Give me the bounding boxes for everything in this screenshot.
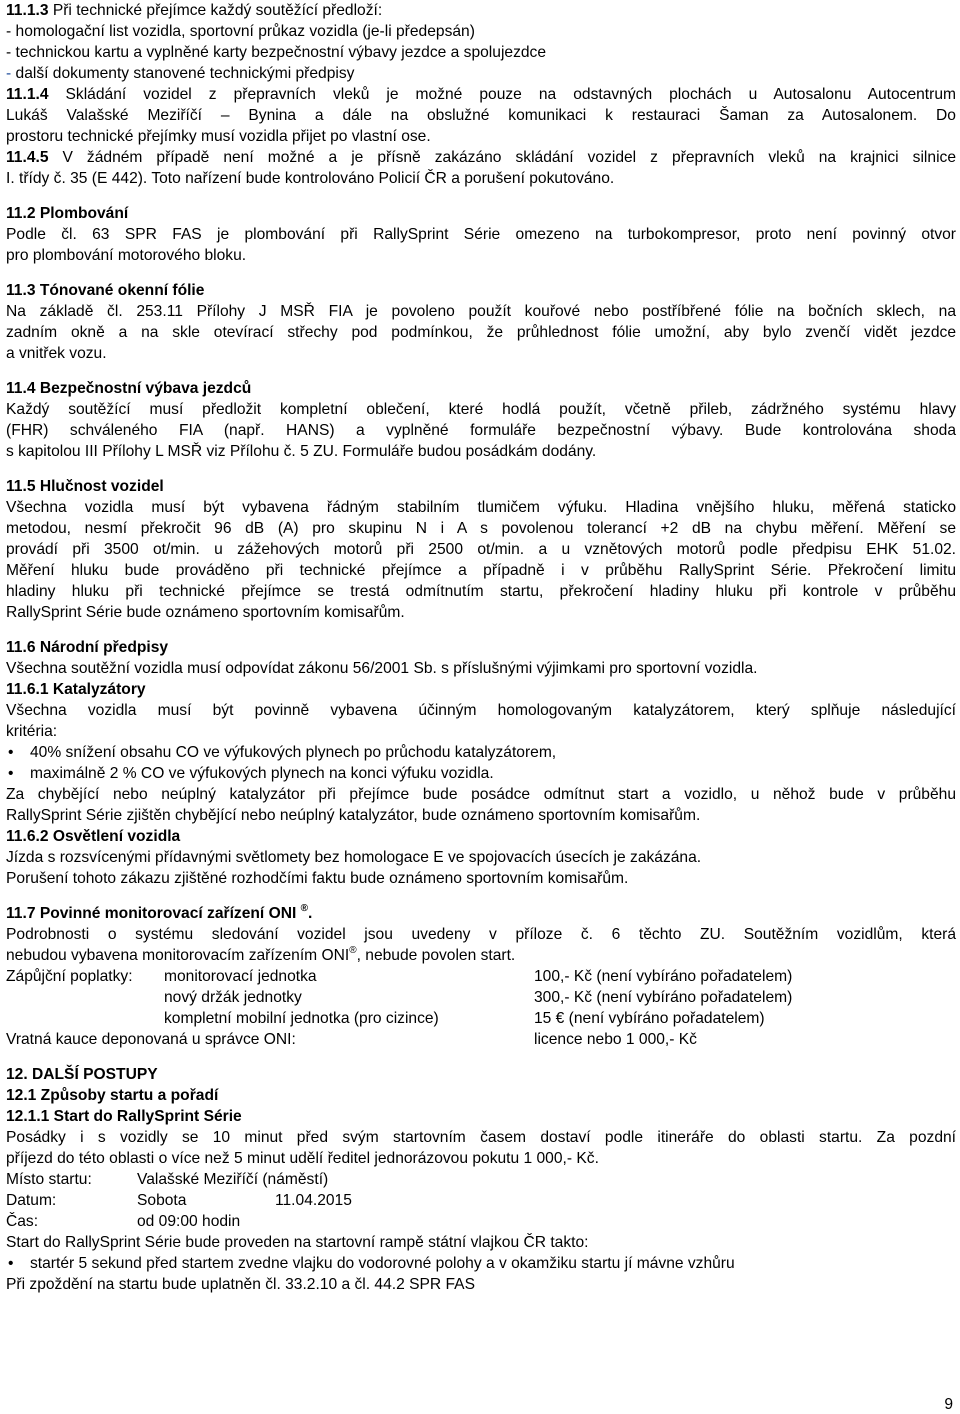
para-line (6, 105, 956, 126)
deposit-value: licence nebo 1 000,- Kč (534, 1031, 697, 1048)
clause-text: V žádném případě není možné a je přísně zakázáno skládání vozidel z přepravních vleků na krajnici silnice (48, 149, 956, 166)
para-line: Za chybějící nebo neúplný katalyzátor při přejímce bude posádce odmítnut start a vozidlo, u něhož bude v průběhu (6, 786, 956, 803)
date-day: Sobota (137, 1192, 187, 1209)
para-line (6, 945, 956, 966)
section-title (6, 903, 956, 924)
para-line: I. třídy č. 35 (E 442). Toto nařízení bude kontrolováno Policií ČR a porušení pokutováno. (6, 170, 615, 187)
para-line: provádí při 3500 ot/min. u zážehových motorů při 2500 ot/min. a u vznětových motorů podle předpisu EHK 51.02. (6, 541, 956, 558)
bullet-item (6, 742, 956, 763)
page-number: 9 (944, 1396, 953, 1413)
fee-label: Zápůjční poplatky: (6, 968, 133, 985)
section-title: 12.1.1 Start do RallySprint Série (6, 1108, 242, 1125)
start-place-row (6, 1169, 956, 1190)
para-11-4-5 (6, 147, 956, 168)
para-11-1-4 (6, 84, 956, 105)
fee-label (6, 987, 164, 1008)
para-line: (FHR) schváleného FIA (např. HANS) a vyplněné formuláře bezpečnostní výbavy. Bude kontrolována shoda (6, 422, 956, 439)
clause-number: 11.1.4 (6, 86, 49, 103)
list-item: - technickou kartu a vyplněné karty bezpečnostní výbavy jezdce a spolujezdce (6, 44, 547, 61)
para-line: zadním okně a na skle otevírací střechy pod podmínkou, že průhlednost fólie umožní, aby bylo zvenčí vidět jezdce (6, 324, 956, 341)
para-line: RallySprint Série bude oznámeno sportovním komisařům. (6, 604, 405, 621)
bullet-item (6, 1253, 956, 1274)
section-title: 11.4 Bezpečnostní výbava jezdců (6, 380, 252, 397)
clause-text: Do (936, 107, 956, 124)
fee-row (6, 1008, 956, 1029)
fee-label (6, 1008, 164, 1029)
para-line: Posádky i s vozidly se 10 minut před svým startovním časem dostaví podle itineráře do oblasti startu. Za pozdní (6, 1129, 956, 1146)
list-item (6, 63, 956, 84)
bullet-text: 40% snížení obsahu CO ve výfukových plynech po průchodu katalyzátorem, (30, 744, 557, 761)
para-11-1-3-heading (6, 0, 956, 21)
fee-item: kompletní mobilní jednotka (pro cizince) (164, 1010, 439, 1027)
section-title-text: 11.7 Povinné monitorovací zařízení ONI (6, 905, 297, 922)
para-line: Všechna vozidla musí být vybavena řádným stabilním tlumičem výfuku. Hladina vnějšího hluku, měřená staticko (6, 499, 956, 516)
fee-value: 300,- Kč (není vybíráno pořadatelem) (534, 989, 793, 1006)
date-value: 11.04.2015 (275, 1192, 352, 1209)
list-item-text: další dokumenty stanovené technickými předpisy (11, 65, 355, 82)
list-item: - homologační list vozidla, sportovní průkaz vozidla (je-li předepsán) (6, 23, 475, 40)
bullet-text: maximálně 2 % CO ve výfukových plynech na konci výfuku vozidla. (30, 765, 494, 782)
para-text: , nebude povolen start. (356, 947, 516, 964)
bullet-item (6, 763, 956, 784)
place-value: Valašské Meziříčí (náměstí) (137, 1171, 329, 1188)
fee-value: 100,- Kč (není vybíráno pořadatelem) (534, 968, 793, 985)
para-line: pro plombování motorového bloku. (6, 247, 247, 264)
bullet-icon: • (8, 765, 14, 782)
para-line: metodou, nesmí překročit 96 dB (A) pro skupinu N i A s povolenou tolerancí +2 dB na chybu měření. Měření se (6, 520, 956, 537)
fee-item: nový držák jednotky (164, 989, 302, 1006)
para-line: příjezd do této oblasti o více než 5 minut udělí ředitel jednorázovou pokutu 1 000,- Kč. (6, 1150, 599, 1167)
para-line: Porušení tohoto zákazu zjištěné rozhodčími faktu bude oznámeno sportovním komisařům. (6, 870, 629, 887)
dash-marker: - (6, 65, 12, 82)
time-label: Čas: (6, 1213, 39, 1230)
para-line: a vnitřek vozu. (6, 345, 107, 362)
para-line: Každý soutěžící musí předložit kompletní oblečení, které hodlá použít, včetně přileb, zádržného systému hlavy (6, 401, 956, 418)
para-line: Podle čl. 63 SPR FAS je plombování při RallySprint Série omezeno na turbokompresor, proto není povinný otvor (6, 226, 956, 243)
section-title: 12.1 Způsoby startu a pořadí (6, 1087, 219, 1104)
bullet-icon: • (8, 1255, 14, 1272)
section-title: 11.6 Národní předpisy (6, 639, 169, 656)
registered-mark: ® (349, 945, 357, 956)
chapter-title: 12. DALŠÍ POSTUPY (6, 1066, 158, 1083)
para-line: Při zpoždění na startu bude uplatněn čl. 33.2.10 a čl. 44.2 SPR FAS (6, 1276, 475, 1293)
deposit-label: Vratná kauce deponovaná u správce ONI: (6, 1031, 296, 1048)
document-page (6, 0, 956, 1295)
fee-row (6, 987, 956, 1008)
bullet-text: startér 5 sekund před startem zvedne vlajku do vodorovné polohy a v okamžiku startu jí mávne vzhůru (30, 1255, 735, 1272)
section-title: 11.2 Plombování (6, 205, 129, 222)
clause-number: 11.4.5 (6, 149, 49, 166)
registered-mark: ® (300, 903, 309, 914)
section-title: 11.6.2 Osvětlení vozidla (6, 828, 181, 845)
title-end: . (308, 905, 313, 922)
deposit-row (6, 1029, 956, 1050)
fee-row (6, 966, 956, 987)
para-line: Start do RallySprint Série bude proveden na startovní rampě státní vlajkou ČR takto: (6, 1234, 589, 1251)
start-time-row (6, 1211, 956, 1232)
clause-number: 11.1.3 (6, 2, 49, 19)
para-line: RallySprint Série zjištěn chybějící nebo neúplný katalyzátor, bude oznámeno sportovním komisařům. (6, 807, 701, 824)
para-line: kritéria: (6, 723, 58, 740)
start-date-row (6, 1190, 956, 1211)
para-line: hladiny hluku při technické přejímce se trestá odmítnutím startu, překročení hladiny hluku při kontrole v průběhu (6, 583, 956, 600)
para-line: Všechna vozidla musí být povinně vybavena účinným homologovaným katalyzátorem, který splňuje následující (6, 702, 956, 719)
bullet-icon: • (8, 744, 14, 761)
time-value: od 09:00 hodin (137, 1213, 241, 1230)
date-label: Datum: (6, 1192, 57, 1209)
para-line: Měření hluku bude prováděno při technické přejímce a případně i v průběhu RallySprint Série. Překročení limitu (6, 562, 956, 579)
para-text: nebudou vybavena monitorovacím zařízením ONI (6, 947, 350, 964)
section-title: 11.5 Hlučnost vozidel (6, 478, 164, 495)
para-line: Jízda s rozsvícenými přídavnými světlomety bez homologace E ve spojovacích úsecích je zakázána. (6, 849, 702, 866)
para-line: s kapitolou III Přílohy L MSŘ viz Přílohu č. 5 ZU. Formuláře budou posádkám dodány. (6, 443, 597, 460)
fee-item: monitorovací jednotka (164, 968, 317, 985)
fee-value: 15 € (není vybíráno pořadatelem) (534, 1010, 765, 1027)
para-line: Podrobnosti o systému sledování vozidel jsou uvedeny v příloze č. 6 těchto ZU. Soutěžním vozidlům, která (6, 926, 956, 943)
para-line: prostoru technické přejímky musí vozidla přijet po vlastní ose. (6, 128, 431, 145)
section-title: 11.6.1 Katalyzátory (6, 681, 146, 698)
para-line: Všechna soutěžní vozidla musí odpovídat zákonu 56/2001 Sb. s příslušnými výjimkami pro sportovní vozidla. (6, 660, 758, 677)
clause-text: Lukáš Valašské Meziříčí – Bynina a dále na obslužné komunikaci k restauraci Šaman za Autosalonem. (6, 107, 918, 124)
section-title: 11.3 Tónované okenní fólie (6, 282, 205, 299)
para-line: Na základě čl. 253.11 Přílohy J MSŘ FIA je povoleno použít kouřové nebo postříbřené fólie na bočních sklech, na (6, 303, 956, 320)
clause-text: Při technické přejímce každý soutěžící předloží: (48, 2, 383, 19)
clause-text: Skládání vozidel z přepravních vleků je možné pouze na odstavných plochách u Autosalonu Autocentrum (48, 86, 956, 103)
place-label: Místo startu: (6, 1171, 92, 1188)
